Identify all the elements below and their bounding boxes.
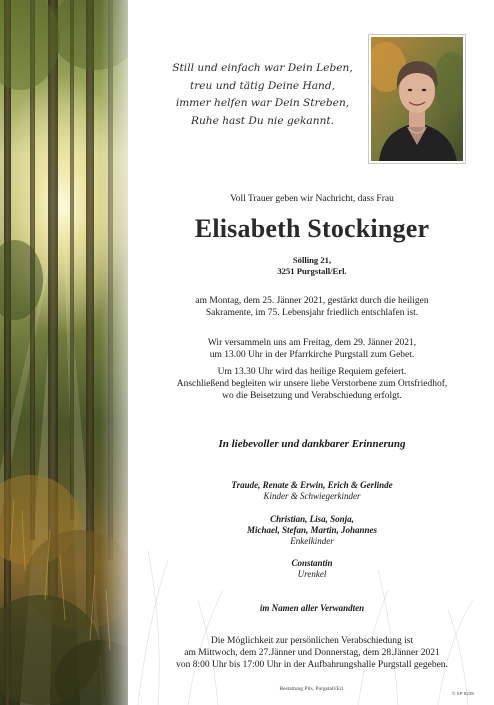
remembrance-heading: In liebevoller und dankbarer Erinnerung: [218, 438, 406, 450]
portrait-image: [371, 37, 463, 161]
poem-line: Ruhe hast Du nie gekannt.: [190, 114, 335, 127]
requiem-line: Anschließend begleiten wir unsere liebe Verstorbene zum Ortsfriedhof,: [176, 379, 448, 390]
family-relation: Urenkel: [297, 569, 327, 579]
prayer-line: Wir versammeln uns am Freitag, dem 29. Jänner 2021,: [207, 338, 417, 348]
requiem-notice: [130, 366, 494, 403]
address-city: 3251 Purgstall/Erl.: [277, 266, 347, 276]
family-group-great-grandchildren: [130, 558, 494, 580]
poem-line: immer helfen war Dein Streben,: [175, 97, 350, 110]
address-street: Sölling 21,: [292, 255, 332, 265]
family-group-children: [130, 480, 494, 502]
farewell-notice: [130, 635, 494, 672]
funeral-home: Bestattung Pils, Purgstall/Erl.: [279, 686, 345, 692]
death-notice: [130, 295, 494, 319]
requiem-line: Um 13.30 Uhr wird das heilige Requiem gefeiert.: [217, 367, 407, 377]
farewell-line: am Mittwoch, dem 27.Jänner und Donnerstag, dem 28.Jänner 2021: [184, 648, 440, 659]
poem-line: Still und einfach war Dein Leben,: [172, 62, 353, 74]
family-group-grandchildren: [130, 514, 494, 547]
family-names: Michael, Stefan, Martin, Johannes: [246, 525, 378, 535]
family-relation: Enkelkinder: [290, 536, 334, 546]
death-line: am Montag, dem 25. Jänner 2021, gestärkt durch die heiligen: [195, 296, 429, 306]
family-names: Constantin: [291, 558, 333, 568]
portrait-photo: [368, 34, 466, 164]
death-line: Sakramente, im 75. Lebensjahr friedlich entschlafen ist.: [205, 308, 419, 319]
address: [130, 255, 494, 277]
prayer-notice: [130, 337, 494, 361]
prayer-line: um 13.00 Uhr in der Pfarrkirche Purgstall zum Gebet.: [209, 350, 415, 361]
requiem-line: wo die Beisetzung und Verabschiedung erfolgt.: [222, 391, 402, 402]
family-names: Christian, Lisa, Sonja,: [270, 514, 354, 524]
farewell-line: von 8:00 Uhr bis 17:00 Uhr in der Aufbahrungshalle Purgstall gegeben.: [176, 660, 448, 671]
print-code: © SP 9239: [452, 691, 474, 696]
family-relation: Kinder & Schwiegerkinder: [263, 491, 361, 501]
family-names: Traude, Renate & Erwin, Erich & Gerlinde: [231, 480, 393, 490]
intro-text: Voll Trauer geben wir Nachricht, dass Frau: [230, 194, 394, 204]
relatives-line: im Namen aller Verwandten: [259, 603, 365, 613]
poem-line: treu und tätig Deine Hand,: [189, 79, 336, 92]
farewell-line: Die Möglichkeit zur persönlichen Verabschiedung ist: [210, 636, 414, 646]
poem: [150, 60, 375, 130]
deceased-name: Elisabeth Stockinger: [194, 214, 430, 243]
